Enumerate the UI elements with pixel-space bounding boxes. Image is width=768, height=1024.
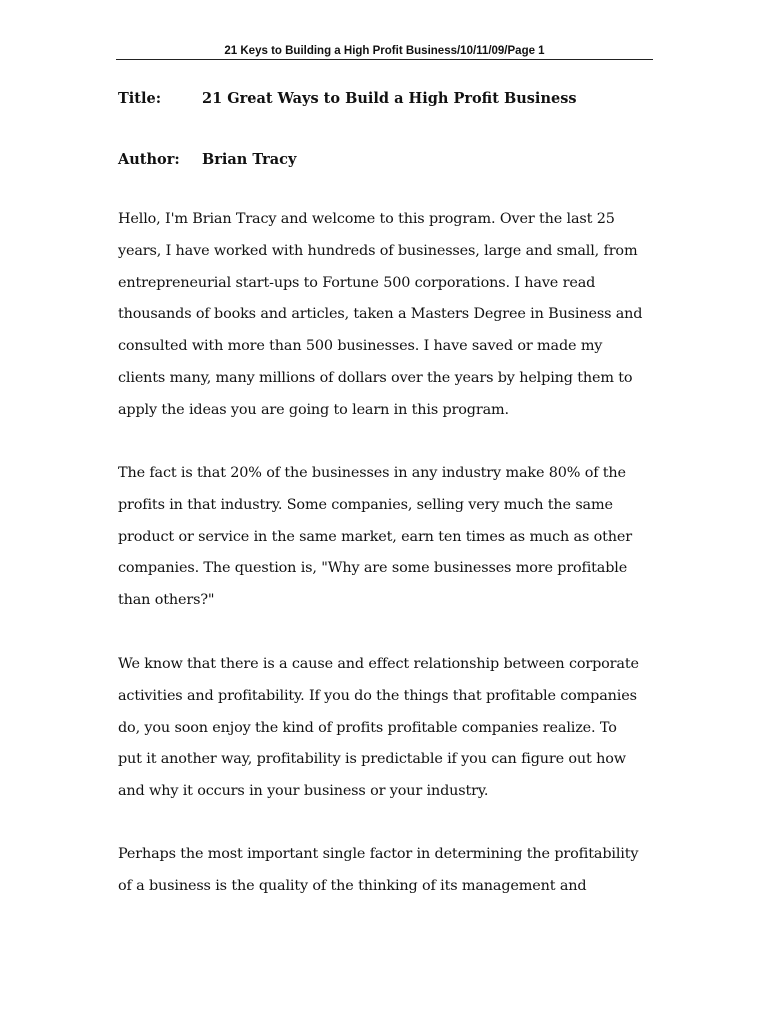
author-name: Brian Tracy bbox=[202, 151, 297, 168]
text-line: apply the ideas you are going to learn in this program. bbox=[118, 401, 509, 418]
text-line: and why it occurs in your business or your industry. bbox=[118, 783, 489, 800]
running-header: 21 Keys to Building a High Profit Business/10/11/09/Page 1 bbox=[224, 45, 545, 57]
paragraph-management-thinking bbox=[118, 839, 658, 903]
text-line: Hello, I'm Brian Tracy and welcome to this program. Over the last 25 bbox=[118, 211, 615, 227]
header-rule bbox=[116, 59, 653, 60]
text-line: thousands of books and articles, taken a Masters Degree in Business and bbox=[118, 306, 643, 323]
text-line: clients many, many millions of dollars over the years by helping them to bbox=[118, 369, 633, 386]
text-line: companies. The question is, "Why are some businesses more profitable bbox=[118, 560, 628, 577]
text-line: product or service in the same market, earn ten times as much as other bbox=[118, 528, 632, 545]
text-line: The fact is that 20% of the businesses in any industry make 80% of the bbox=[118, 465, 626, 481]
text-line: entrepreneurial start-ups to Fortune 500 corporations. I have read bbox=[118, 274, 596, 291]
paragraph-intro bbox=[118, 204, 658, 427]
author-label: Author: bbox=[118, 151, 180, 168]
author-row bbox=[118, 149, 658, 171]
text-line: We know that there is a cause and effect relationship between corporate bbox=[118, 656, 639, 672]
title-row bbox=[118, 88, 658, 110]
document-title: 21 Great Ways to Build a High Profit Business bbox=[202, 90, 577, 107]
text-line: than others?" bbox=[118, 592, 215, 609]
text-line: consulted with more than 500 businesses. I have saved or made my bbox=[118, 338, 603, 355]
text-line: profits in that industry. Some companies, selling very much the same bbox=[118, 496, 613, 513]
paragraph-profit-fact bbox=[118, 458, 658, 617]
text-line: activities and profitability. If you do the things that profitable companies bbox=[118, 687, 637, 704]
text-line: years, I have worked with hundreds of businesses, large and small, from bbox=[118, 242, 638, 259]
text-line: Perhaps the most important single factor in determining the profitability bbox=[118, 846, 639, 862]
paragraph-cause-effect bbox=[118, 649, 658, 808]
text-line: do, you soon enjoy the kind of profits profitable companies realize. To bbox=[118, 719, 617, 736]
title-label: Title: bbox=[118, 90, 162, 107]
text-line: put it another way, profitability is predictable if you can figure out how bbox=[118, 751, 626, 768]
text-line: of a business is the quality of the thinking of its management and bbox=[118, 877, 587, 894]
